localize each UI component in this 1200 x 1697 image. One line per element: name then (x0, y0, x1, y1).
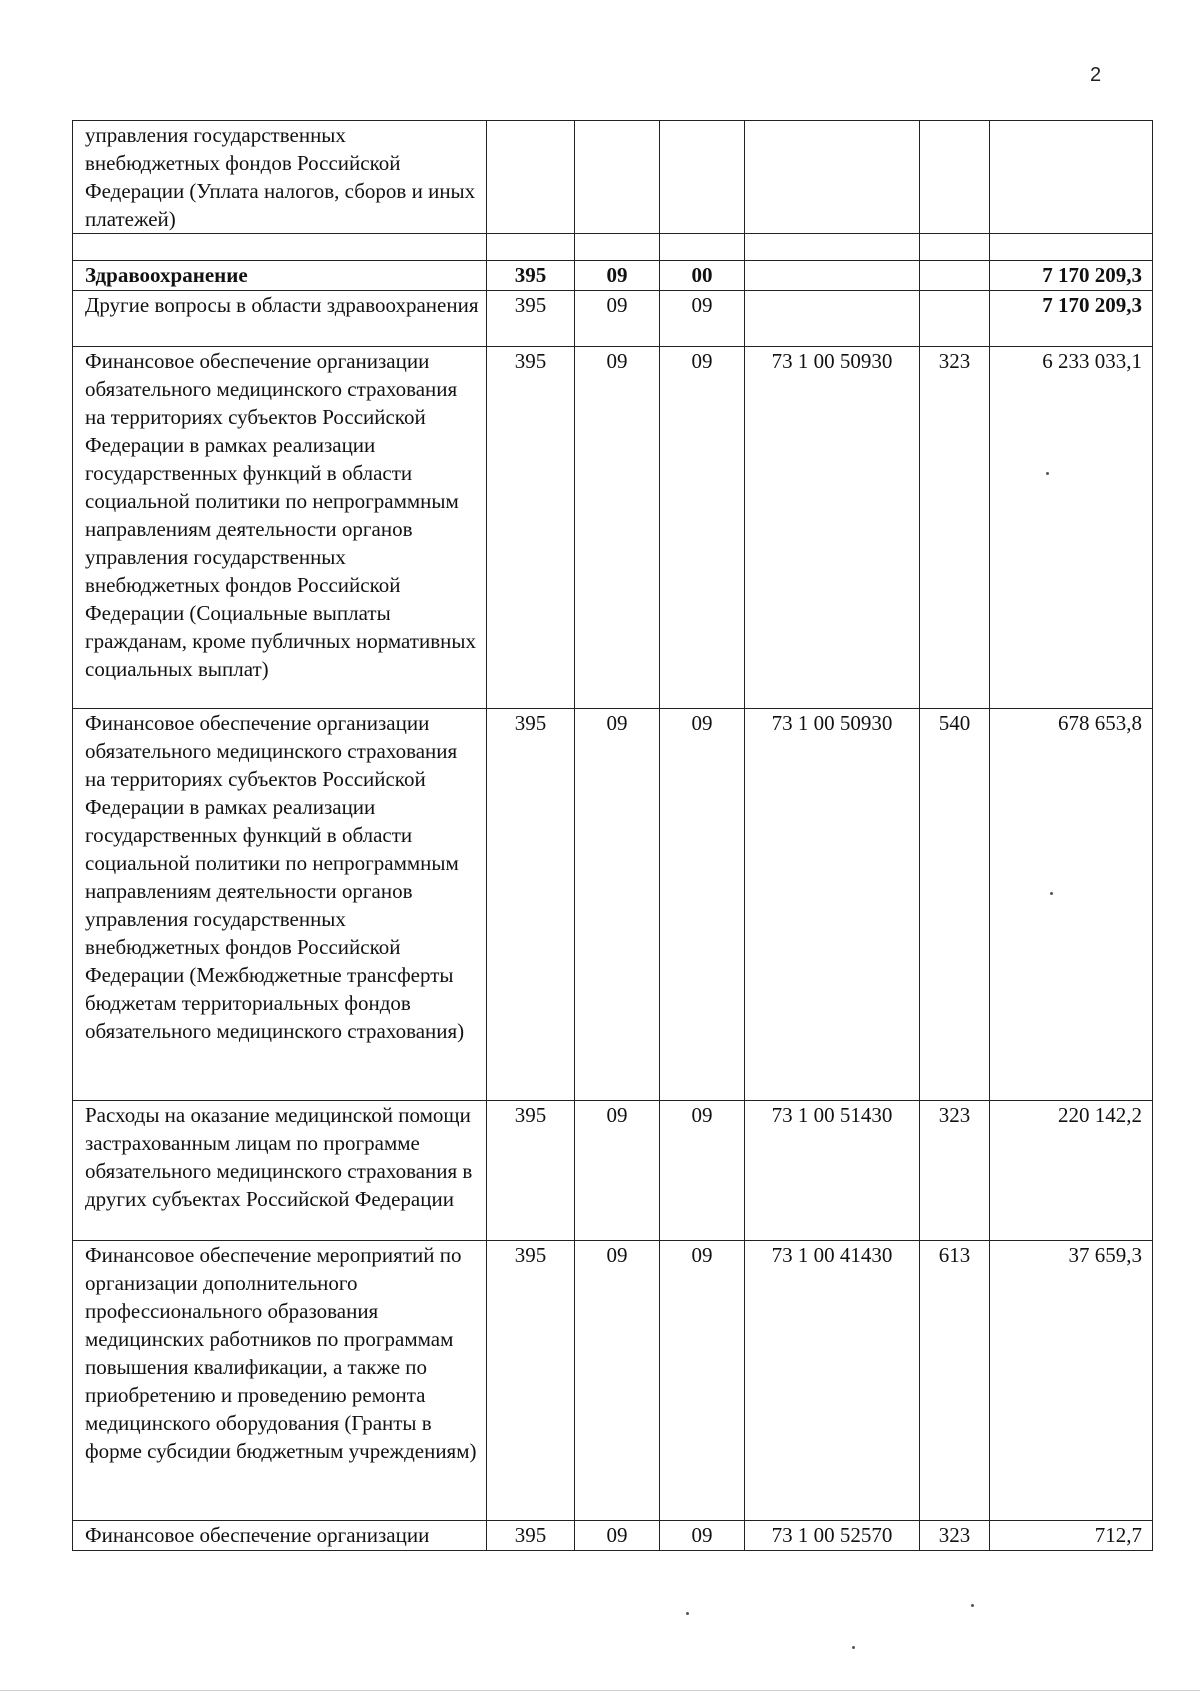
table-row (73, 1521, 1153, 1551)
expense-type-code: 323 (920, 347, 990, 709)
subsection-code: 09 (660, 1101, 745, 1241)
subsection-code: 09 (660, 709, 745, 1101)
scan-speck (1050, 892, 1053, 895)
expense-type-code: 540 (920, 709, 990, 1101)
table-row (73, 121, 1153, 234)
amount: 37 659,3 (990, 1241, 1153, 1521)
ministry-code: 395 (487, 1241, 575, 1521)
target-article-code: 73 1 00 51430 (745, 1101, 920, 1241)
target-article-code (745, 291, 920, 347)
row-description: Финансовое обеспечение организации обязательного медицинского страхования на территориях субъектов Российской Федерации в рамках реализации государственных функций в области социальной политики по непрограммным направлениям деятельности органов управления государственных внебюджетных фондов Российской Федерации (Межбюджетные трансферты бюджетам территориальных фондов обязательного медицинского страхования) (73, 709, 487, 1101)
section-code: 09 (575, 1101, 660, 1241)
budget-table (72, 120, 1153, 1551)
subsection-code: 09 (660, 291, 745, 347)
amount: 7 170 209,3 (990, 291, 1153, 347)
row-description: Финансовое обеспечение организации обязательного медицинского страхования на территориях субъектов Российской Федерации в рамках реализации государственных функций в области социальной политики по непрограммным направлениям деятельности органов управления государственных внебюджетных фондов Российской Федерации (Социальные выплаты гражданам, кроме публичных нормативных социальных выплат) (73, 347, 487, 709)
section-code (575, 234, 660, 261)
amount (990, 234, 1153, 261)
subsection-code: 09 (660, 1521, 745, 1551)
target-article-code (745, 261, 920, 291)
subsection-code (660, 121, 745, 234)
expense-type-code: 613 (920, 1241, 990, 1521)
page-number: 2 (1090, 64, 1102, 86)
expense-type-code: 323 (920, 1101, 990, 1241)
scan-speck (686, 1612, 689, 1615)
target-article-code: 73 1 00 52570 (745, 1521, 920, 1551)
table-row (73, 291, 1153, 347)
expense-type-code: 323 (920, 1521, 990, 1551)
table-row-spacer (73, 234, 1153, 261)
row-description: Финансовое обеспечение мероприятий по организации дополнительного профессионального образования медицинских работников по программам повышения квалификации, а также по приобретению и проведению ремонта медицинского оборудования (Гранты в форме субсидии бюджетным учреждениям) (73, 1241, 487, 1521)
section-code: 09 (575, 347, 660, 709)
scan-speck (1046, 472, 1049, 475)
scan-speck (852, 1646, 855, 1649)
amount (990, 121, 1153, 234)
ministry-code: 395 (487, 291, 575, 347)
amount: 6 233 033,1 (990, 347, 1153, 709)
ministry-code: 395 (487, 709, 575, 1101)
target-article-code: 73 1 00 50930 (745, 347, 920, 709)
amount: 7 170 209,3 (990, 261, 1153, 291)
subsection-code: 09 (660, 347, 745, 709)
scan-speck (971, 1604, 974, 1607)
target-article-code: 73 1 00 50930 (745, 709, 920, 1101)
scan-edge-line (0, 1690, 1200, 1691)
ministry-code: 395 (487, 1101, 575, 1241)
table-row (73, 1241, 1153, 1521)
section-code: 09 (575, 709, 660, 1101)
ministry-code (487, 121, 575, 234)
table-row (73, 1101, 1153, 1241)
expense-type-code (920, 261, 990, 291)
subsection-code: 09 (660, 1241, 745, 1521)
section-code (575, 121, 660, 234)
ministry-code: 395 (487, 261, 575, 291)
amount: 678 653,8 (990, 709, 1153, 1101)
target-article-code: 73 1 00 41430 (745, 1241, 920, 1521)
row-description: управления государственных внебюджетных фондов Российской Федерации (Уплата налогов, сборов и иных платежей) (73, 121, 487, 234)
ministry-code: 395 (487, 1521, 575, 1551)
section-code: 09 (575, 1521, 660, 1551)
subsection-code: 00 (660, 261, 745, 291)
subsection-code (660, 234, 745, 261)
amount: 220 142,2 (990, 1101, 1153, 1241)
target-article-code (745, 121, 920, 234)
table-row (73, 347, 1153, 709)
expense-type-code (920, 234, 990, 261)
section-code: 09 (575, 1241, 660, 1521)
row-description: Здравоохранение (73, 261, 487, 291)
table-row (73, 709, 1153, 1101)
target-article-code (745, 234, 920, 261)
row-description: Расходы на оказание медицинской помощи застрахованным лицам по программе обязательного медицинского страхования в других субъектах Российской Федерации (73, 1101, 487, 1241)
ministry-code (487, 234, 575, 261)
row-description: Финансовое обеспечение организации (73, 1521, 487, 1551)
row-description (73, 234, 487, 261)
section-code: 09 (575, 261, 660, 291)
expense-type-code (920, 291, 990, 347)
table-row-section-heading (73, 261, 1153, 291)
expense-type-code (920, 121, 990, 234)
ministry-code: 395 (487, 347, 575, 709)
section-code: 09 (575, 291, 660, 347)
row-description: Другие вопросы в области здравоохранения (73, 291, 487, 347)
amount: 712,7 (990, 1521, 1153, 1551)
